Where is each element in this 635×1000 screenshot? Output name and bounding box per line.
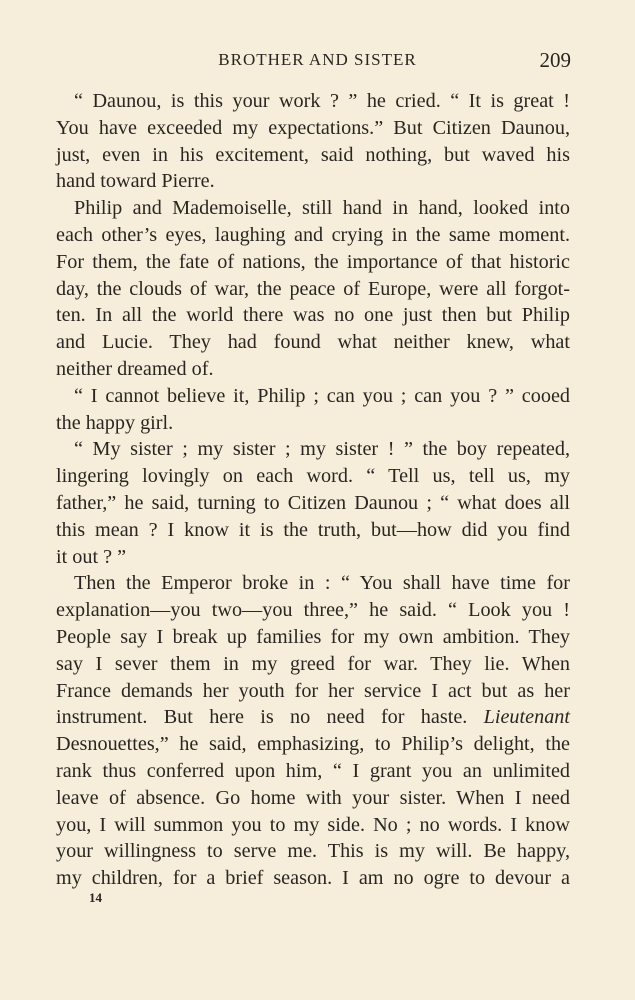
text-line: rank thus conferred upon him, “ I grant you an unlimited <box>56 759 570 782</box>
text-line: France demands her youth for her service I act but as her <box>56 679 570 702</box>
text-line: “ Daunou, is this your work ? ” he cried. “ It is great ! <box>74 90 570 112</box>
text-line: Desnouettes,” he said, emphasizing, to Philip’s delight, the <box>56 733 570 756</box>
text-line: hand toward Pierre. <box>56 170 215 193</box>
text-line: it out ? ” <box>56 545 127 568</box>
text-line: “ My sister ; my sister ; my sister ! ” the boy repeated, <box>74 438 570 461</box>
text-line: my children, for a brief season. I am no ogre to devour a <box>56 867 570 890</box>
text-line: “ I cannot believe it, Philip ; can you ; can you ? ” cooed <box>74 384 570 407</box>
text-line: day, the clouds of war, the peace of Europe, were all forgot- <box>56 277 570 300</box>
text-line: your willingness to serve me. This is my will. Be happy, <box>56 840 570 863</box>
text-line: explanation—you two—you three,” he said. “ Look you ! <box>56 599 570 622</box>
text-line: and Lucie. They had found what neither knew, what <box>56 331 570 354</box>
text-line: father,” he said, turning to Citizen Daunou ; “ what does all <box>56 491 570 514</box>
text-line: this mean ? I know it is the truth, but—how did you find <box>56 518 570 541</box>
running-head: BROTHER AND SISTER <box>218 50 417 69</box>
text-line: For them, the fate of nations, the importance of that historic <box>56 250 570 273</box>
text-line: Philip and Mademoiselle, still hand in hand, looked into <box>74 197 570 220</box>
page-number: 209 <box>539 48 571 72</box>
body-text <box>56 88 570 892</box>
text-line: instrument. But here is no need for haste. Lieutenant <box>56 706 570 729</box>
text-line: leave of absence. Go home with your sister. When I need <box>56 786 570 809</box>
text-line: Then the Emperor broke in : “ You shall have time for <box>74 572 570 595</box>
page-header <box>0 46 635 76</box>
text-line: you, I will summon you to my side. No ; no words. I know <box>56 813 570 836</box>
text-line: just, even in his excitement, said nothing, but waved his <box>56 143 570 166</box>
text-line: You have exceeded my expectations.” But Citizen Daunou, <box>56 116 570 139</box>
text-line: ten. In all the world there was no one just then but Philip <box>56 304 570 327</box>
text-line: lingering lovingly on each word. “ Tell us, tell us, my <box>56 465 570 488</box>
text-line: each other’s eyes, laughing and crying in the same moment. <box>56 223 570 246</box>
text-line: People say I break up families for my own ambition. They <box>56 625 570 648</box>
text-line: neither dreamed of. <box>56 357 214 380</box>
text-line: the happy girl. <box>56 411 174 434</box>
signature-mark: 14 <box>89 890 102 905</box>
text-line: say I sever them in my greed for war. They lie. When <box>56 652 570 675</box>
